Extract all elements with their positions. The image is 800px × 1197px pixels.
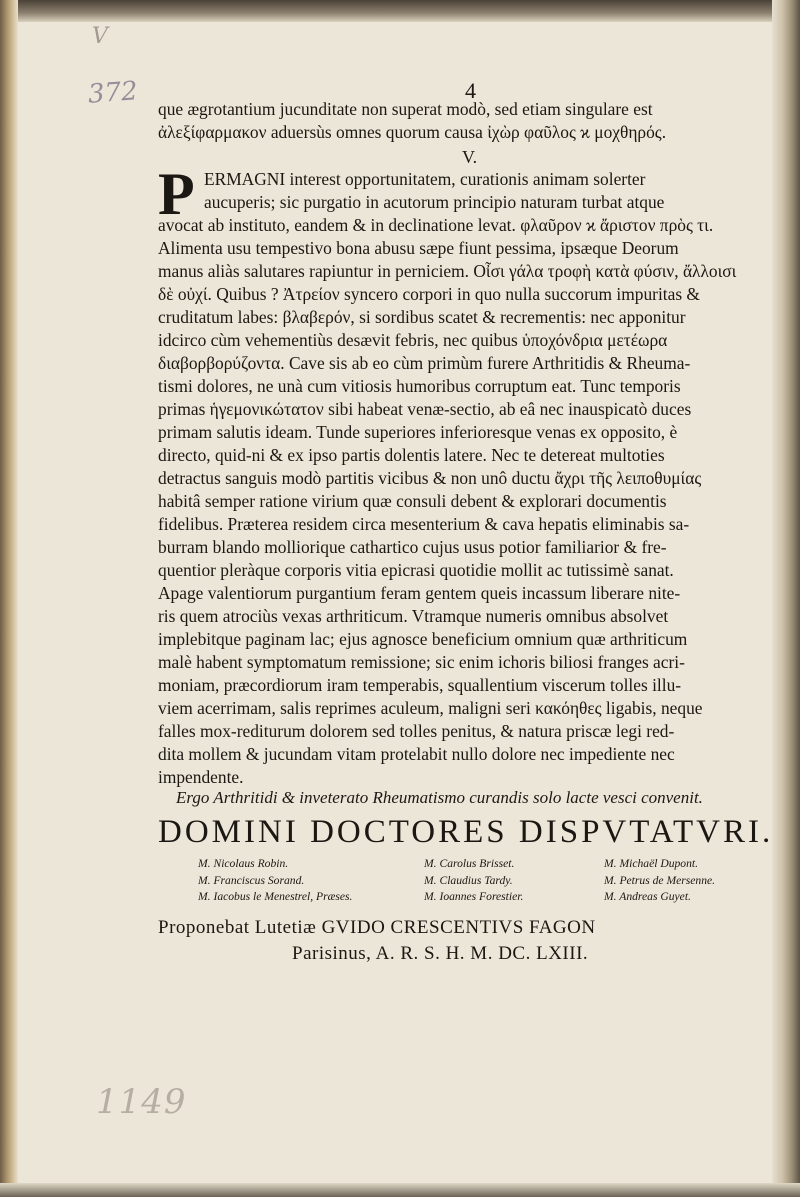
paragraph-line: detractus sanguis modò partitis vicibus & non unô ductu ἄχρι τῆς λειποθυμίας	[158, 468, 702, 488]
handwritten-bottom-folio: 1149	[96, 1082, 187, 1122]
paragraph-line: manus aliàs salutares rapiuntur in perniciem. Οἶσι γάλα τροφὴ κατὰ φύσιν, ἄλλοισι	[158, 261, 737, 281]
drop-cap: P	[158, 161, 195, 227]
doctor-name: M. Ioannes Forestier.	[424, 890, 524, 903]
page-edge-right	[772, 0, 800, 1197]
doctor-name: M. Andreas Guyet.	[604, 890, 691, 903]
handwritten-folio: 372	[87, 76, 139, 110]
section-number: V.	[462, 147, 478, 167]
disputaturi-heading: DOMINI DOCTORES DISPVTATVRI.	[158, 814, 774, 850]
paragraph-line: tismi dolores, ne unà cum vitiosis humoribus corruptum eat. Tunc temporis	[158, 376, 681, 396]
imprint-date-line: Parisinus, A. R. S. H. M. DC. LXIII.	[292, 943, 589, 964]
paragraph-line: cruditatum labes: βλαβερόν, si sordibus scatet & recrementis: nec apponitur	[158, 307, 686, 327]
paragraph-line: idcirco cùm vehementiùs desævit febris, nec quibus ὑποχόνδρια μετέωρα	[158, 330, 668, 350]
paragraph-line: directo, quid-ni & ex ipso partis dolentis latere. Nec te detereat multoties	[158, 445, 665, 465]
paragraph-line: malè habent symptomatum remissione; sic enim ichoris biliosi franges acri-	[158, 652, 685, 672]
paragraph-line: habitâ semper ratione virium quæ consuli debent & explorari documentis	[158, 491, 667, 511]
doctor-name: M. Franciscus Sorand.	[198, 873, 305, 887]
doctor-name: M. Carolus Brisset.	[424, 857, 515, 870]
paragraph-line: viem acerrimam, salis reprimes aculeum, maligni seri κακόηθες ligabis, neque	[158, 698, 703, 718]
paragraph-line: ris quem atrociùs vexas arthriticum. Vtramque numeris omnibus absolvet	[158, 606, 669, 626]
paragraph-line: implebitque paginam lac; ejus agnosce beneficium omnium quæ arthriticum	[158, 629, 688, 649]
doctors-column-2	[424, 856, 523, 906]
page-number: 4	[465, 78, 476, 103]
paragraph-line: Alimenta usu tempestivo bona abusu sæpe fiunt pessima, ipsæque Deorum	[158, 238, 679, 258]
doctors-column-3	[604, 856, 715, 906]
continuation-line-2: ἀλεξίφαρμακον aduersùs omnes quorum causa ἰχὼρ φαῦλος ϰ μοχθηρός.	[158, 122, 667, 142]
doctor-name: M. Michaël Dupont.	[604, 857, 699, 870]
paragraph-line: Apage valentiorum purgantium feram gentem queis incassum liberare nite-	[158, 583, 681, 603]
doctors-column-1	[198, 856, 352, 906]
page-edge-left	[0, 0, 18, 1197]
doctor-name: M. Iacobus le Menestrel, Præses.	[198, 890, 353, 903]
paragraph-line: διαβορβορύζοντα. Cave sis ab eo cùm primùm furere Arthritidis & Rheuma-	[158, 353, 691, 373]
paragraph-line: dita mollem & jucundam vitam protelabit nullo dolore nec impediente nec	[158, 744, 675, 764]
paragraph-line: primam salutis ideam. Tunde superiores inferioresque venas ex opposito, è	[158, 422, 678, 442]
paragraph-line: avocat ab instituto, eandem & in declinatione levat. φλαῦρον ϰ ἄριστον πρὸς τι.	[158, 215, 714, 235]
paragraph-line: aucuperis; sic purgatio in acutorum principio naturam turbat atque	[204, 192, 665, 212]
paragraph-line: falles mox-rediturum dolorem sed tolles penitus, & natura priscæ legi red-	[158, 721, 675, 741]
page-edge-top	[0, 0, 800, 22]
continuation-line-1: que ægrotantium jucunditate non superat modò, sed etiam singulare est	[158, 99, 653, 119]
doctor-name: M. Petrus de Mersenne.	[604, 873, 716, 887]
paragraph-line: fidelibus. Præterea residem circa mesenterium & cava hepatis eliminabis sa-	[158, 514, 690, 534]
proponebat-line: Proponebat Lutetiæ GVIDO CRESCENTIVS FAGON	[158, 917, 596, 938]
paragraph-line: moniam, præcordiorum iram temperabis, squallentium viscerum tolles illu-	[158, 675, 682, 695]
paragraph-line: primas ἡγεμονικώτατον sibi habeat venæ-sectio, ab eâ nec inauspicatò duces	[158, 399, 692, 419]
paragraph-line: quentior pleràque corporis vitia epicrasi quotidie mollit ac tutissimè sanat.	[158, 560, 674, 580]
thesis-conclusion: Ergo Arthritidi & inveterato Rheumatismo curandis solo lacte vesci convenit.	[176, 788, 703, 807]
paragraph-line: impendente.	[158, 767, 244, 787]
paragraph-line: δὲ οὐχί. Quibus ? Ἀτρείον syncero corpori in quo nulla succorum impuritas &	[158, 284, 700, 304]
paragraph-line: ERMAGNI interest opportunitatem, curationis animam solerter	[204, 169, 646, 189]
handwritten-mark: V	[92, 24, 108, 49]
doctor-name: M. Nicolaus Robin.	[198, 857, 289, 870]
paragraph-line: burram blando molliorique cathartico cujus usus potior familiarior & fre-	[158, 537, 667, 557]
page-edge-bottom	[0, 1183, 800, 1197]
doctor-name: M. Claudius Tardy.	[424, 873, 513, 887]
